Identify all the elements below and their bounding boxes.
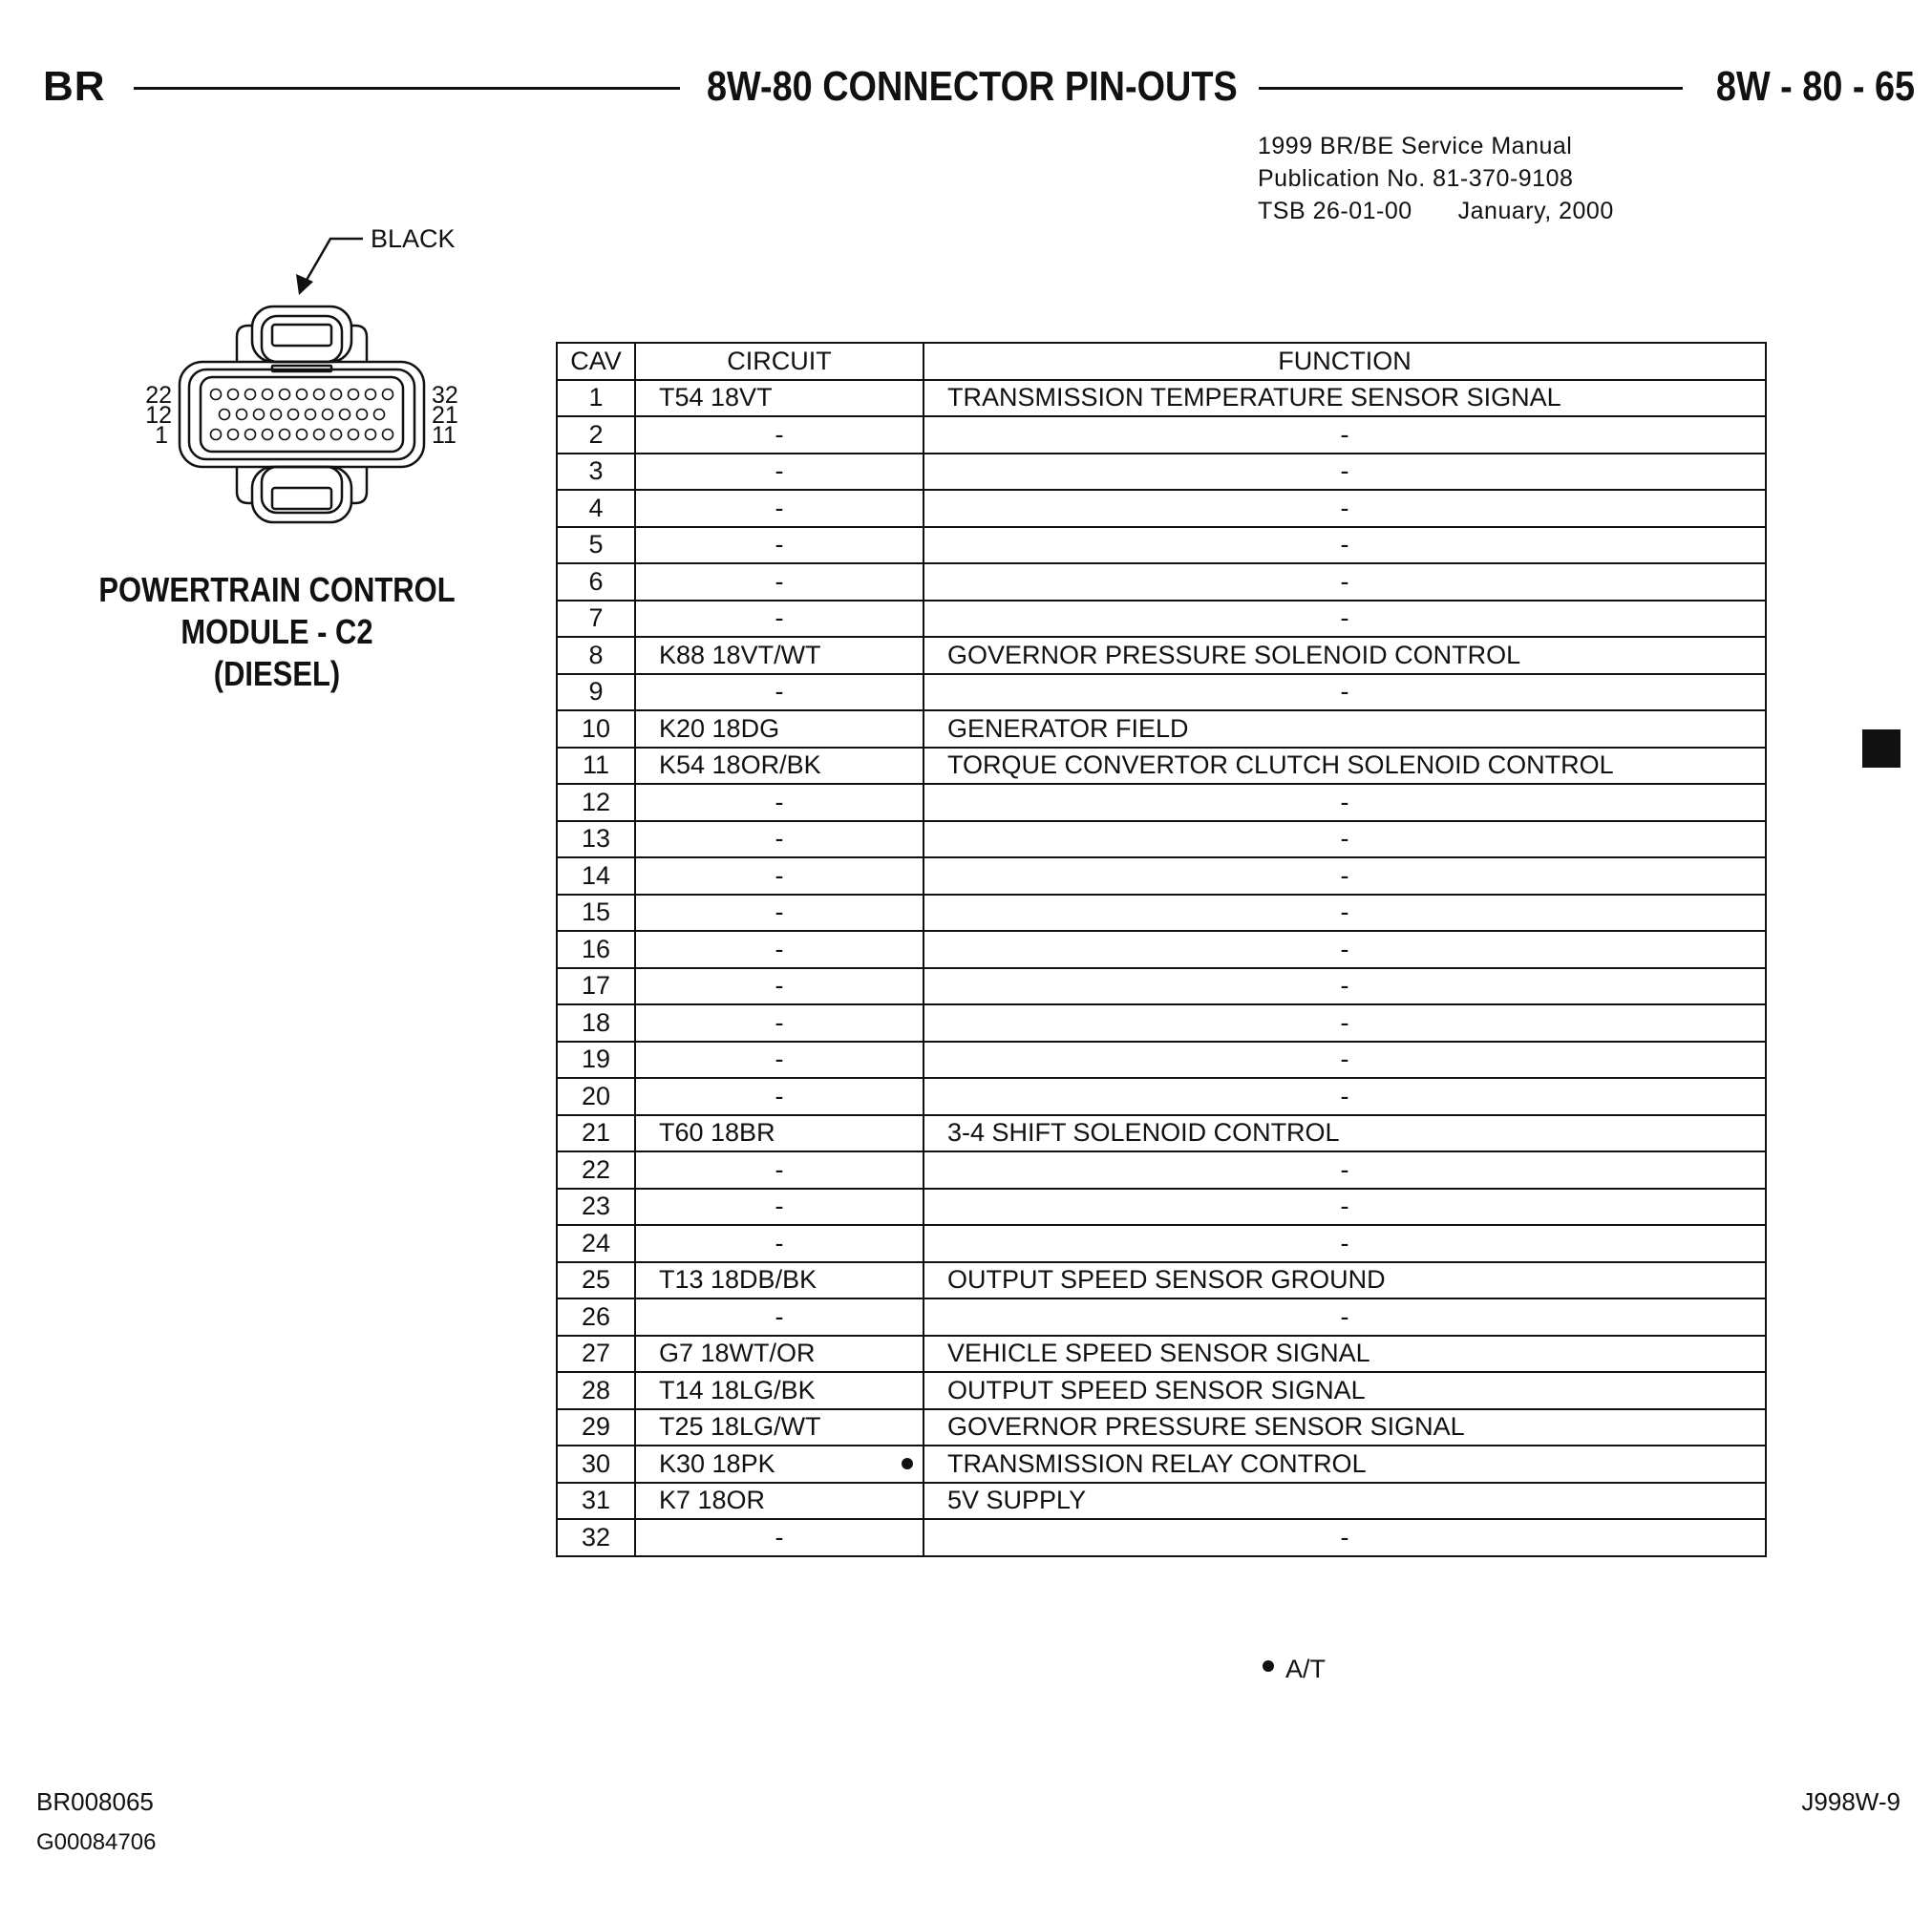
circuit-text: - xyxy=(775,1522,784,1552)
circuit-cell xyxy=(635,527,924,564)
cav-cell: 25 xyxy=(557,1262,635,1299)
circuit-cell xyxy=(635,895,924,932)
function-cell: TORQUE CONVERTOR CLUTCH SOLENOID CONTROL xyxy=(924,748,1766,785)
function-cell: - xyxy=(924,821,1766,858)
circuit-cell xyxy=(635,1336,924,1373)
circuit-text: K20 18DG xyxy=(659,713,780,743)
function-cell: GENERATOR FIELD xyxy=(924,710,1766,748)
pin-label-21: 21 xyxy=(432,402,458,429)
circuit-cell xyxy=(635,710,924,748)
function-cell: GOVERNOR PRESSURE SOLENOID CONTROL xyxy=(924,637,1766,674)
bullet-icon xyxy=(1263,1660,1274,1672)
circuit-text: T14 18LG/BK xyxy=(659,1375,816,1404)
function-cell: - xyxy=(924,1189,1766,1226)
circuit-text: - xyxy=(775,677,784,707)
table-row xyxy=(557,1189,1766,1226)
function-cell: - xyxy=(924,527,1766,564)
circuit-cell xyxy=(635,490,924,527)
circuit-cell xyxy=(635,1446,924,1483)
circuit-text: - xyxy=(775,530,784,559)
cav-cell: 31 xyxy=(557,1483,635,1520)
header-function: FUNCTION xyxy=(924,343,1766,380)
cav-cell: 10 xyxy=(557,710,635,748)
circuit-cell xyxy=(635,380,924,417)
circuit-text: - xyxy=(775,603,784,633)
circuit-text: - xyxy=(775,897,784,927)
color-leader-line xyxy=(306,239,363,282)
cav-cell: 14 xyxy=(557,857,635,895)
header-circuit: CIRCUIT xyxy=(635,343,924,380)
circuit-cell xyxy=(635,857,924,895)
circuit-text: - xyxy=(775,1301,784,1331)
circuit-cell xyxy=(635,1115,924,1152)
table-row xyxy=(557,1519,1766,1556)
circuit-text: G7 18WT/OR xyxy=(659,1339,816,1368)
function-cell: - xyxy=(924,454,1766,491)
cav-cell: 20 xyxy=(557,1078,635,1115)
publication-number: Publication No. 81-370-9108 xyxy=(1258,165,1574,192)
circuit-cell xyxy=(635,1372,924,1409)
table-row xyxy=(557,1078,1766,1115)
table-row xyxy=(557,710,1766,748)
function-cell: - xyxy=(924,490,1766,527)
cav-cell: 6 xyxy=(557,563,635,601)
publication-info xyxy=(1258,130,1614,227)
function-cell: - xyxy=(924,674,1766,711)
circuit-cell xyxy=(635,674,924,711)
circuit-text: T13 18DB/BK xyxy=(659,1265,817,1295)
function-cell: GOVERNOR PRESSURE SENSOR SIGNAL xyxy=(924,1409,1766,1446)
footer-code-2: G00084706 xyxy=(36,1829,157,1855)
bullet-icon xyxy=(902,1458,913,1469)
legend-label: A/T xyxy=(1285,1655,1327,1683)
pin-label-11: 11 xyxy=(432,422,456,449)
table-row xyxy=(557,1409,1766,1446)
pin-cavities xyxy=(211,390,393,440)
footer-code-right: J998W-9 xyxy=(1801,1787,1900,1816)
cav-cell: 12 xyxy=(557,784,635,821)
circuit-cell xyxy=(635,1483,924,1520)
circuit-text: - xyxy=(775,971,784,1001)
cav-cell: 15 xyxy=(557,895,635,932)
table-row xyxy=(557,931,1766,968)
function-cell: - xyxy=(924,1225,1766,1262)
footer-code-1: BR008065 xyxy=(36,1787,154,1816)
circuit-cell xyxy=(635,748,924,785)
table-row xyxy=(557,416,1766,454)
circuit-cell xyxy=(635,821,924,858)
table-row xyxy=(557,380,1766,417)
cav-cell: 27 xyxy=(557,1336,635,1373)
connector-color-label: BLACK xyxy=(371,224,456,253)
circuit-cell xyxy=(635,1189,924,1226)
circuit-cell xyxy=(635,1078,924,1115)
function-cell: - xyxy=(924,1042,1766,1079)
circuit-text: - xyxy=(775,824,784,854)
circuit-text: - xyxy=(775,1045,784,1074)
table-row xyxy=(557,968,1766,1005)
pinout-table xyxy=(556,342,1767,1557)
table-row xyxy=(557,1446,1766,1483)
cav-cell: 3 xyxy=(557,454,635,491)
publication-date: January, 2000 xyxy=(1457,198,1614,224)
table-row xyxy=(557,1262,1766,1299)
function-cell: - xyxy=(924,601,1766,638)
cav-cell: 13 xyxy=(557,821,635,858)
pin-label-32: 32 xyxy=(432,382,458,409)
circuit-text: - xyxy=(775,456,784,486)
table-row xyxy=(557,601,1766,638)
function-cell: - xyxy=(924,1004,1766,1042)
manual-title: 1999 BR/BE Service Manual xyxy=(1258,133,1573,159)
circuit-cell xyxy=(635,784,924,821)
table-row xyxy=(557,1151,1766,1189)
circuit-cell xyxy=(635,1298,924,1336)
tsb-number: TSB 26-01-00 xyxy=(1258,198,1412,224)
cav-cell: 18 xyxy=(557,1004,635,1042)
cav-cell: 30 xyxy=(557,1446,635,1483)
function-cell: - xyxy=(924,1298,1766,1336)
cav-cell: 26 xyxy=(557,1298,635,1336)
cav-cell: 2 xyxy=(557,416,635,454)
cav-cell: 28 xyxy=(557,1372,635,1409)
function-cell: OUTPUT SPEED SENSOR SIGNAL xyxy=(924,1372,1766,1409)
circuit-cell xyxy=(635,1262,924,1299)
function-cell: - xyxy=(924,931,1766,968)
cav-cell: 19 xyxy=(557,1042,635,1079)
function-cell: TRANSMISSION RELAY CONTROL xyxy=(924,1446,1766,1483)
circuit-cell xyxy=(635,637,924,674)
page-number: 8W - 80 - 65 xyxy=(1715,63,1915,110)
cav-cell: 5 xyxy=(557,527,635,564)
circuit-text: - xyxy=(775,1192,784,1221)
circuit-text: - xyxy=(775,419,784,449)
function-cell: 5V SUPPLY xyxy=(924,1483,1766,1520)
table-row xyxy=(557,1115,1766,1152)
circuit-text: K30 18PK xyxy=(659,1448,775,1478)
function-cell: - xyxy=(924,1151,1766,1189)
cav-cell: 17 xyxy=(557,968,635,1005)
leader-arrow-icon xyxy=(296,274,313,295)
pin-label-12: 12 xyxy=(145,402,172,429)
circuit-cell xyxy=(635,563,924,601)
table-row xyxy=(557,527,1766,564)
cav-cell: 4 xyxy=(557,490,635,527)
connector-bottom-latch xyxy=(252,467,351,522)
table-row xyxy=(557,748,1766,785)
table-row xyxy=(557,895,1766,932)
caption-line-1: POWERTRAIN CONTROL xyxy=(98,570,456,609)
header-rule-right xyxy=(1259,87,1683,90)
cav-cell: 9 xyxy=(557,674,635,711)
function-cell: - xyxy=(924,416,1766,454)
circuit-text: - xyxy=(775,1007,784,1037)
table-row xyxy=(557,1298,1766,1336)
table-row xyxy=(557,1042,1766,1079)
cav-cell: 11 xyxy=(557,748,635,785)
circuit-text: - xyxy=(775,1081,784,1110)
circuit-text: T25 18LG/WT xyxy=(659,1412,821,1442)
connector-diagram xyxy=(134,224,478,539)
circuit-text: - xyxy=(775,1154,784,1184)
cav-cell: 22 xyxy=(557,1151,635,1189)
table-row xyxy=(557,821,1766,858)
section-code: BR xyxy=(43,63,106,110)
table-row xyxy=(557,454,1766,491)
function-cell: OUTPUT SPEED SENSOR GROUND xyxy=(924,1262,1766,1299)
circuit-cell xyxy=(635,1151,924,1189)
function-cell: VEHICLE SPEED SENSOR SIGNAL xyxy=(924,1336,1766,1373)
circuit-text: - xyxy=(775,493,784,522)
table-row xyxy=(557,674,1766,711)
circuit-cell xyxy=(635,931,924,968)
function-cell: - xyxy=(924,1519,1766,1556)
function-cell: TRANSMISSION TEMPERATURE SENSOR SIGNAL xyxy=(924,380,1766,417)
circuit-text: - xyxy=(775,860,784,890)
function-cell: - xyxy=(924,1078,1766,1115)
function-cell: - xyxy=(924,784,1766,821)
circuit-text: - xyxy=(775,787,784,816)
cav-cell: 1 xyxy=(557,380,635,417)
section-tab-marker xyxy=(1862,729,1900,768)
circuit-cell xyxy=(635,416,924,454)
cav-cell: 7 xyxy=(557,601,635,638)
table-row xyxy=(557,490,1766,527)
circuit-cell xyxy=(635,1409,924,1446)
circuit-text: K7 18OR xyxy=(659,1486,766,1515)
table-row xyxy=(557,1225,1766,1262)
table-row xyxy=(557,637,1766,674)
table-row xyxy=(557,1483,1766,1520)
circuit-cell xyxy=(635,1004,924,1042)
table-header-row xyxy=(557,343,1766,380)
table-row xyxy=(557,1372,1766,1409)
circuit-cell xyxy=(635,1519,924,1556)
function-cell: - xyxy=(924,563,1766,601)
circuit-cell xyxy=(635,1225,924,1262)
circuit-text: - xyxy=(775,566,784,596)
connector-top-latch xyxy=(252,306,351,362)
header-cav: CAV xyxy=(557,343,635,380)
circuit-cell xyxy=(635,968,924,1005)
cav-cell: 16 xyxy=(557,931,635,968)
cav-cell: 8 xyxy=(557,637,635,674)
header-rule-left xyxy=(134,87,680,90)
tsb-line xyxy=(1258,195,1614,227)
caption-line-2: MODULE - C2 xyxy=(180,612,373,651)
table-row xyxy=(557,1336,1766,1373)
circuit-cell xyxy=(635,454,924,491)
function-cell: - xyxy=(924,895,1766,932)
pin-label-1: 1 xyxy=(155,422,168,449)
circuit-text: K54 18OR/BK xyxy=(659,750,821,780)
page-title: 8W-80 CONNECTOR PIN-OUTS xyxy=(707,63,1238,110)
table-row xyxy=(557,857,1766,895)
table-row xyxy=(557,563,1766,601)
cav-cell: 21 xyxy=(557,1115,635,1152)
table-row xyxy=(557,1004,1766,1042)
cav-cell: 32 xyxy=(557,1519,635,1556)
function-cell: - xyxy=(924,857,1766,895)
cav-cell: 24 xyxy=(557,1225,635,1262)
circuit-text: T60 18BR xyxy=(659,1118,775,1148)
legend xyxy=(1263,1655,1326,1684)
circuit-cell xyxy=(635,601,924,638)
circuit-text: - xyxy=(775,934,784,963)
caption-line-3: (DIESEL) xyxy=(213,654,341,693)
cav-cell: 23 xyxy=(557,1189,635,1226)
circuit-text: T54 18VT xyxy=(659,383,773,412)
circuit-cell xyxy=(635,1042,924,1079)
connector-caption xyxy=(88,569,466,695)
function-cell: - xyxy=(924,968,1766,1005)
cav-cell: 29 xyxy=(557,1409,635,1446)
pinout-rows xyxy=(557,380,1766,1556)
pin-label-22: 22 xyxy=(145,382,172,409)
function-cell: 3-4 SHIFT SOLENOID CONTROL xyxy=(924,1115,1766,1152)
circuit-text: - xyxy=(775,1228,784,1257)
table-row xyxy=(557,784,1766,821)
circuit-text: K88 18VT/WT xyxy=(659,640,821,669)
